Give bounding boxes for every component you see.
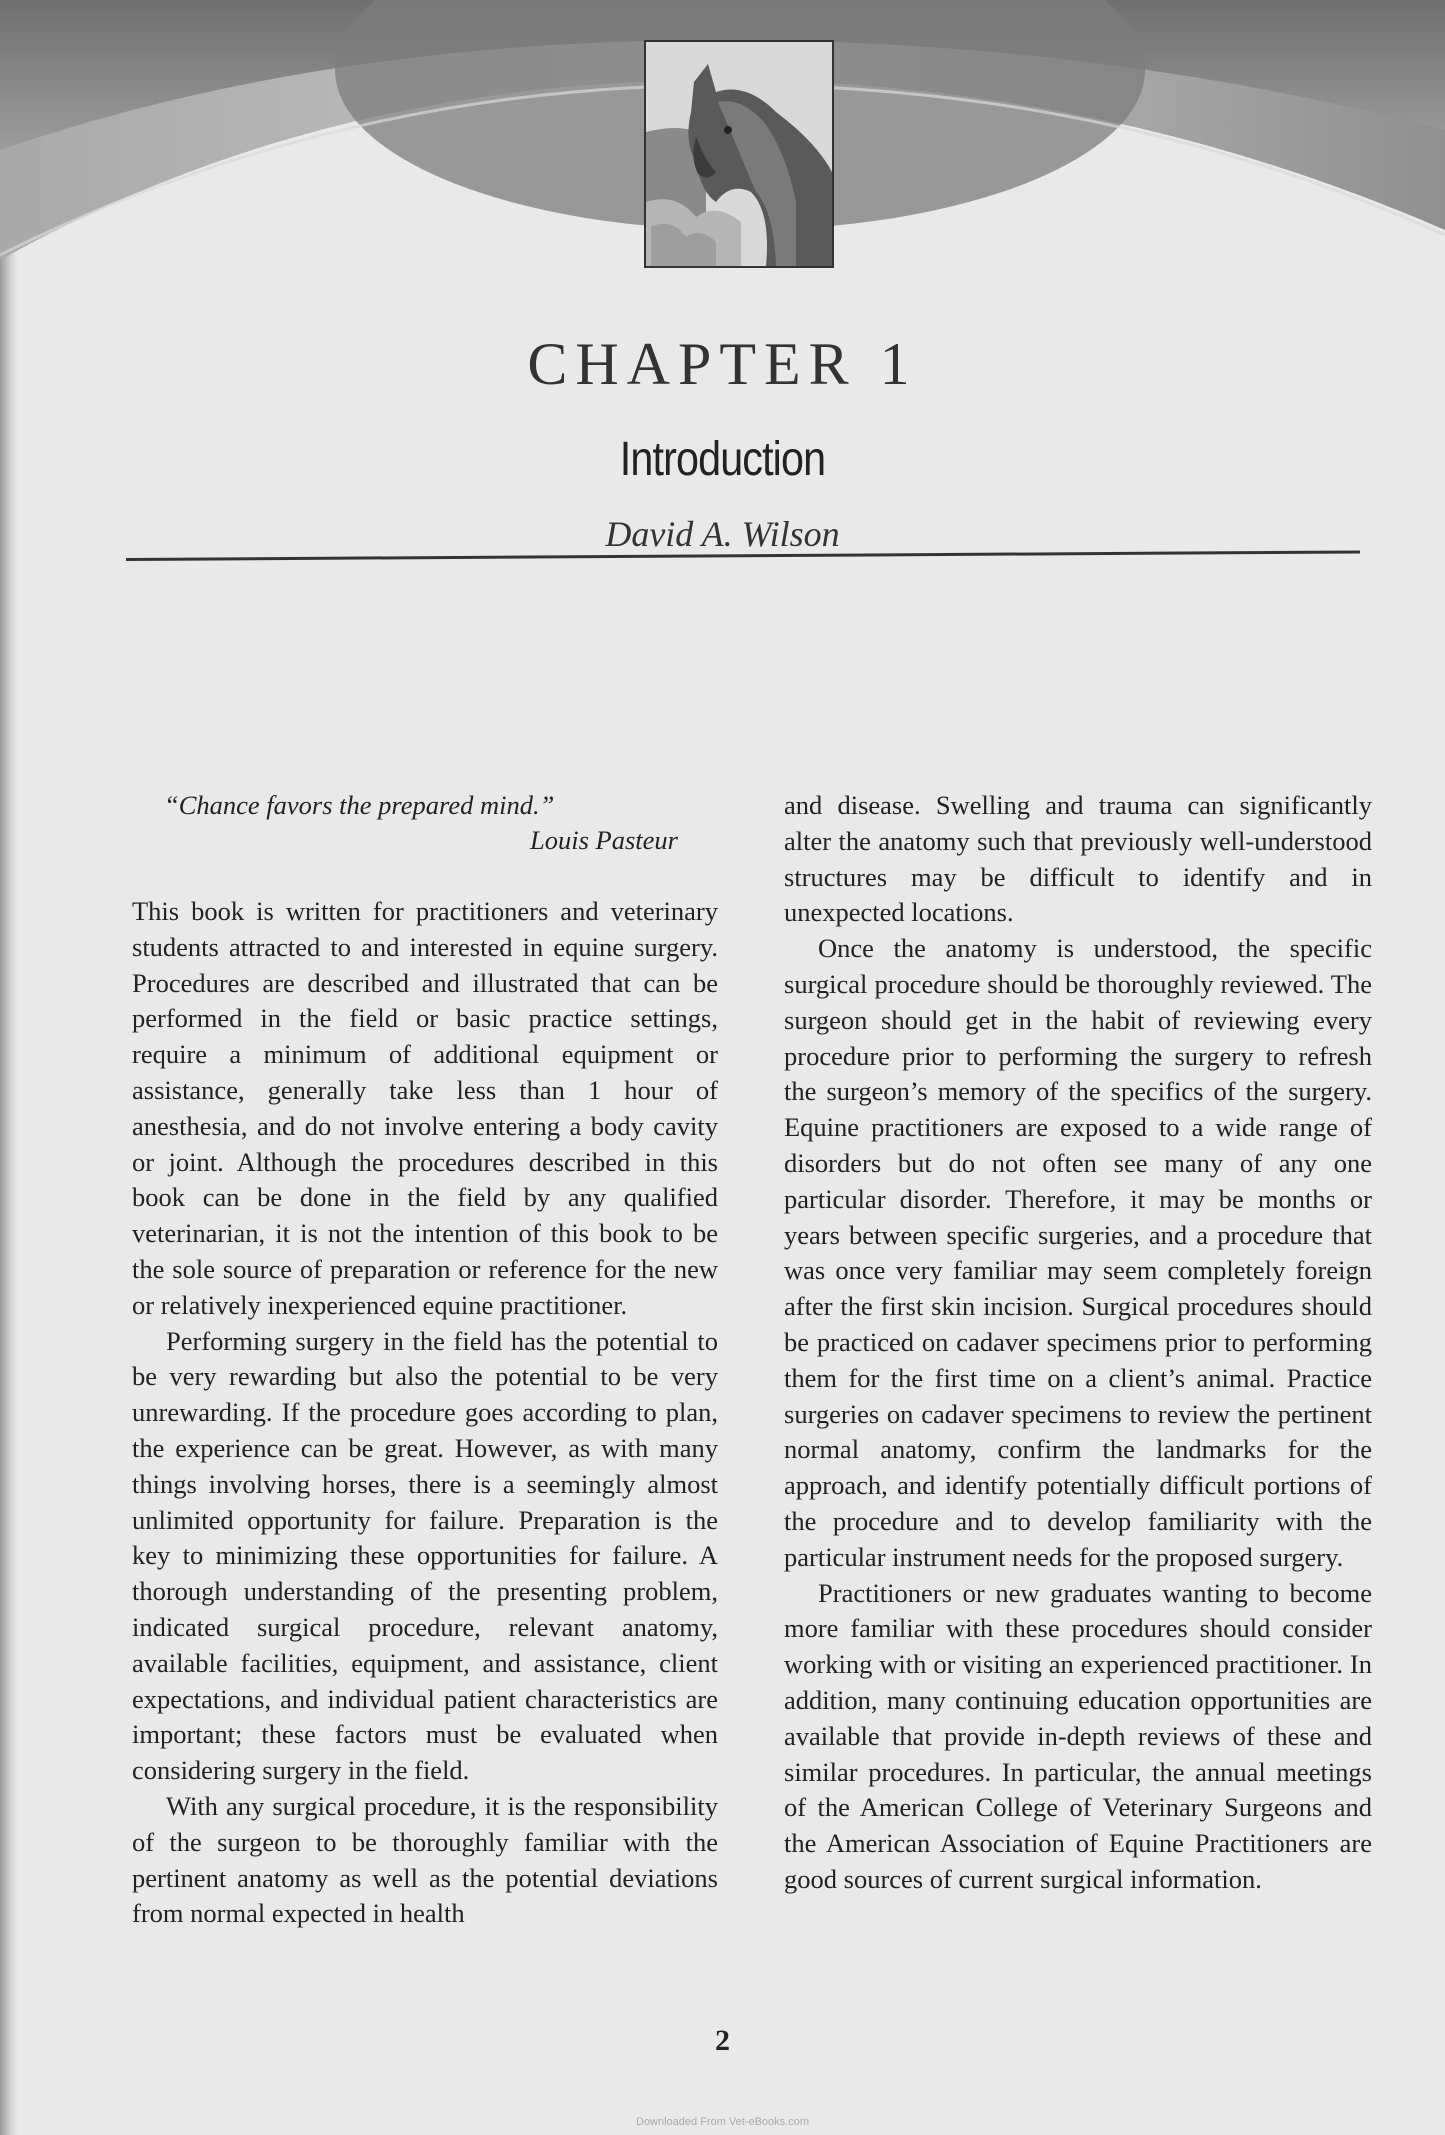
chapter-title: Introduction — [619, 433, 826, 486]
paragraph: With any surgical procedure, it is the responsibility of the surgeon to be thoroughly familiar with the pertinent anatomy as well as the potential deviations from normal expected in health — [132, 1790, 718, 1929]
paragraph: Practitioners or new graduates wanting to become more familiar with these procedures should consider working with or visiting an experienced practitioner. In addition, many continuing education opportunities are available that provide in-depth reviews of these and similar procedures. In particular, the annual meetings of the American College of Veterinary Surgeons and the American Association of Equine Practitioners are good sources of current surgical information. — [784, 1577, 1372, 1894]
paragraph: Once the anatomy is understood, the specific surgical procedure should be thoroughly reviewed. The surgeon should get in the habit of reviewing every procedure prior to performing the surgery to refresh the surgeon’s memory of the specifics of the surgery. Equine practitioners are exposed to a wide range of disorders but do not often see many of any one particular disorder. Therefore, it may be months or years between specific surgeries, and a procedure that was once very familiar may seem completely foreign after the first skin incision. Surgical procedures should be practiced on cadaver specimens prior to performing them for the first time on a client’s animal. Practice surgeries on cadaver specimens to review the pertinent normal anatomy, confirm the landmarks for the approach, and identify potentially difficult portions of the procedure and to develop familiarity with the particular instrument needs for the proposed surgery. — [784, 933, 1372, 1572]
right-column — [784, 788, 1372, 1898]
epigraph-author: Louis Pasteur — [530, 825, 678, 855]
epigraph — [164, 788, 718, 858]
paragraph: This book is written for practitioners and veterinary students attracted to and interested in equine surgery. Procedures are described and illustrated that can be performed in the field or basic practice settings, require a minimum of additional equipment or assistance, generally take less than 1 hour of anesthesia, and do not involve entering a body cavity or joint. Although the procedures described in this book can be done in the field by any qualified veterinarian, it is not the intention of this book to be the sole source of preparation or reference for the new or relatively inexperienced equine practitioner. — [132, 896, 718, 1320]
paragraph: Performing surgery in the field has the potential to be very rewarding but also the potential to be very unrewarding. If the procedure goes according to plan, the experience can be great. However, as with many things involving horses, there is a seemingly almost unlimited opportunity for failure. Preparation is the key to minimizing these opportunities for failure. A thorough understanding of the presenting problem, indicated surgical procedure, relevant anatomy, available facilities, equipment, and assistance, client expectations, and individual patient characteristics are important; these factors must be evaluated when considering surgery in the field. — [132, 1325, 718, 1786]
chapter-number: CHAPTER 1 — [527, 331, 918, 397]
page-spine-shadow — [0, 0, 18, 2135]
page-number: 2 — [715, 2024, 730, 2057]
chapter-author: David A. Wilson — [605, 514, 840, 554]
paragraph: and disease. Swelling and trauma can significantly alter the anatomy such that previously well-understood structures may be difficult to identify and in unexpected locations. — [784, 790, 1372, 928]
left-column — [132, 788, 718, 1932]
footer-credit: Downloaded From Vet-eBooks.com — [635, 2116, 810, 2128]
epigraph-quote: “Chance favors the prepared mind.” — [164, 790, 555, 820]
horse-head-icon — [644, 40, 834, 268]
